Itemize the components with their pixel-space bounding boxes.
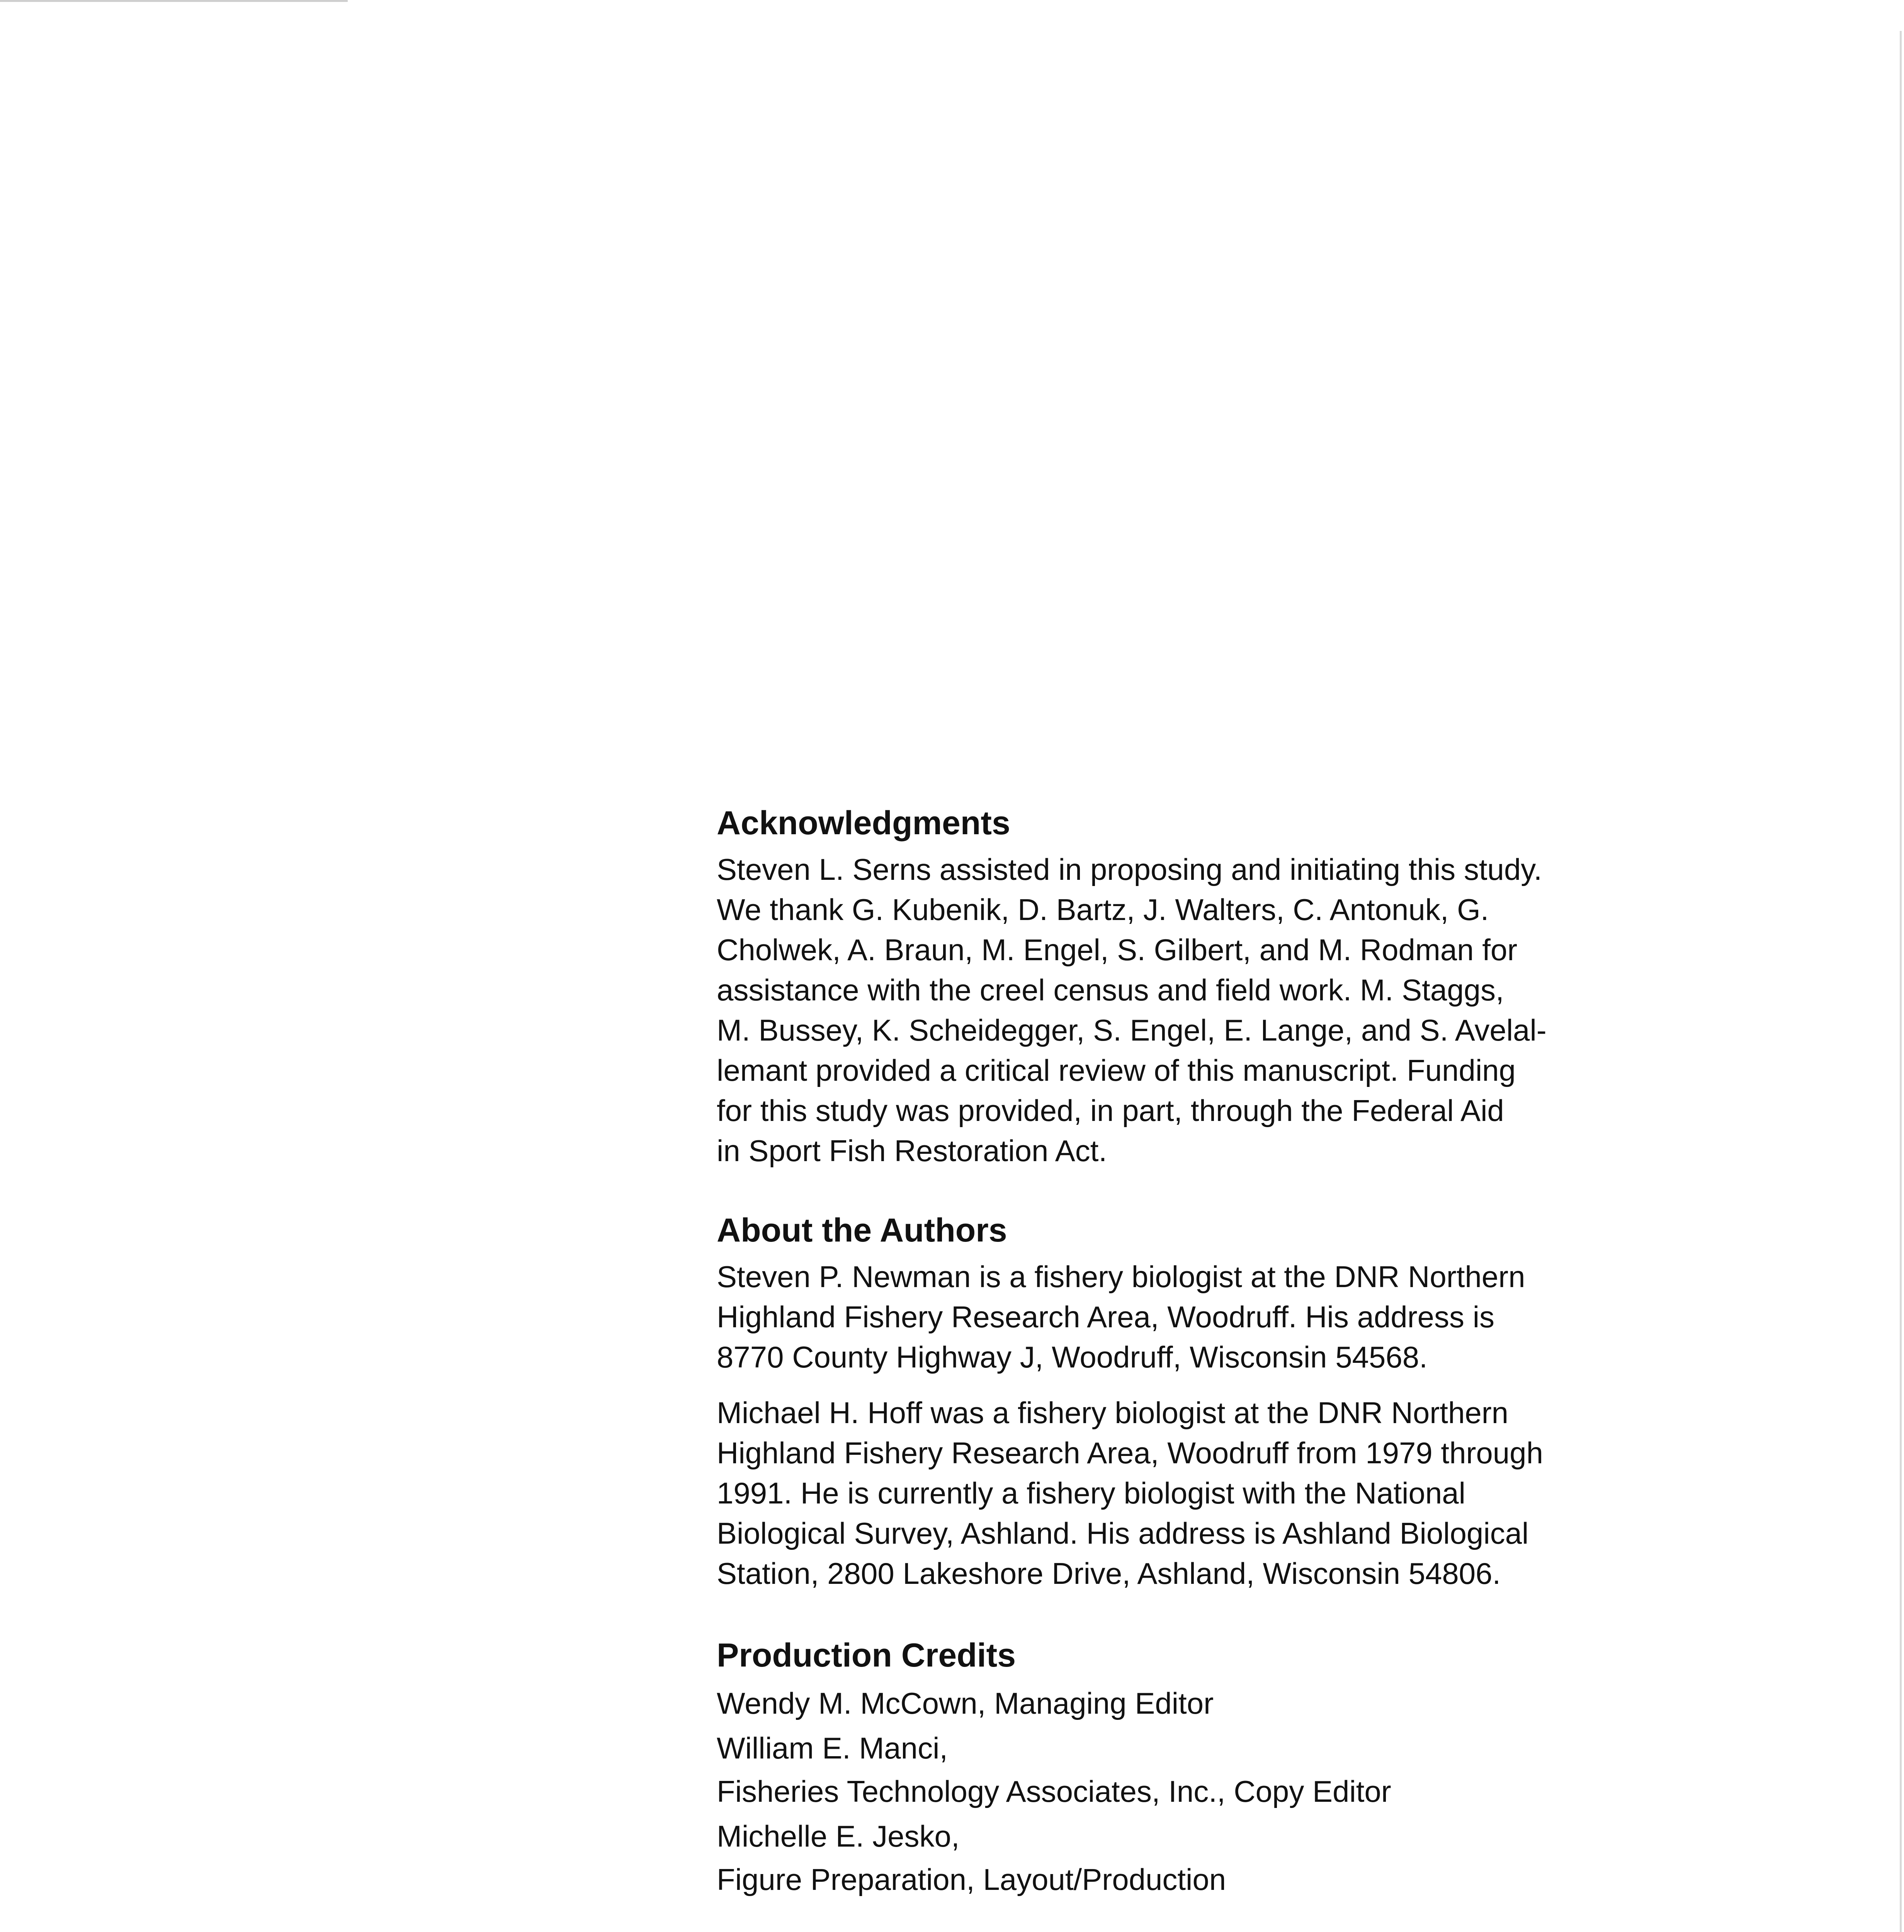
text-line: Highland Fishery Research Area, Woodruff. His address is — [717, 1300, 1495, 1334]
acknowledgments-heading: Acknowledgments — [717, 804, 1010, 842]
text-line: William E. Manci, — [717, 1731, 948, 1765]
text-line: for this study was provided, in part, through the Federal Aid — [717, 1094, 1504, 1128]
credit-entry-copy-editor — [717, 1726, 1659, 1813]
production-credits-section — [717, 1636, 1659, 1901]
about-authors-section — [717, 1211, 1659, 1594]
text-line: assistance with the creel census and field work. M. Staggs, — [717, 973, 1504, 1007]
text-line: We thank G. Kubenik, D. Bartz, J. Walters, C. Antonuk, G. — [717, 893, 1489, 927]
text-line: 1991. He is currently a fishery biologist with the National — [717, 1476, 1465, 1510]
credit-entry-layout — [717, 1815, 1659, 1901]
text-line: Fisheries Technology Associates, Inc., Copy Editor — [717, 1774, 1391, 1808]
text-line: Cholwek, A. Braun, M. Engel, S. Gilbert, and M. Rodman for — [717, 933, 1518, 967]
acknowledgments-section — [717, 804, 1659, 1171]
text-line: Michelle E. Jesko, — [717, 1819, 960, 1853]
production-credits-heading: Production Credits — [717, 1637, 1016, 1674]
text-line: Steven P. Newman is a fishery biologist at the DNR Northern — [717, 1260, 1525, 1294]
page-content — [717, 804, 1659, 1901]
text-line: Highland Fishery Research Area, Woodruff from 1979 through — [717, 1436, 1543, 1470]
text-line: Station, 2800 Lakeshore Drive, Ashland, Wisconsin 54806. — [717, 1556, 1501, 1590]
text-line: lemant provided a critical review of this manuscript. Funding — [717, 1053, 1516, 1087]
scan-edge-right — [1900, 31, 1902, 1932]
text-line: in Sport Fish Restoration Act. — [717, 1134, 1107, 1168]
acknowledgments-paragraph — [717, 849, 1659, 1171]
text-line: Biological Survey, Ashland. His address is Ashland Biological — [717, 1516, 1529, 1550]
author-newman-paragraph — [717, 1257, 1659, 1377]
credit-entry-managing-editor — [717, 1682, 1659, 1725]
text-line: M. Bussey, K. Scheidegger, S. Engel, E. Lange, and S. Avelal- — [717, 1013, 1547, 1047]
text-line: Wendy M. McCown, Managing Editor — [717, 1686, 1214, 1720]
scan-edge-top — [0, 0, 348, 2]
text-line: Michael H. Hoff was a fishery biologist at the DNR Northern — [717, 1396, 1509, 1430]
text-line: Figure Preparation, Layout/Production — [717, 1862, 1226, 1896]
about-authors-heading: About the Authors — [717, 1212, 1007, 1249]
text-line: Steven L. Serns assisted in proposing and initiating this study. — [717, 852, 1542, 886]
author-hoff-paragraph — [717, 1393, 1659, 1594]
text-line: 8770 County Highway J, Woodruff, Wisconsin 54568. — [717, 1340, 1428, 1374]
